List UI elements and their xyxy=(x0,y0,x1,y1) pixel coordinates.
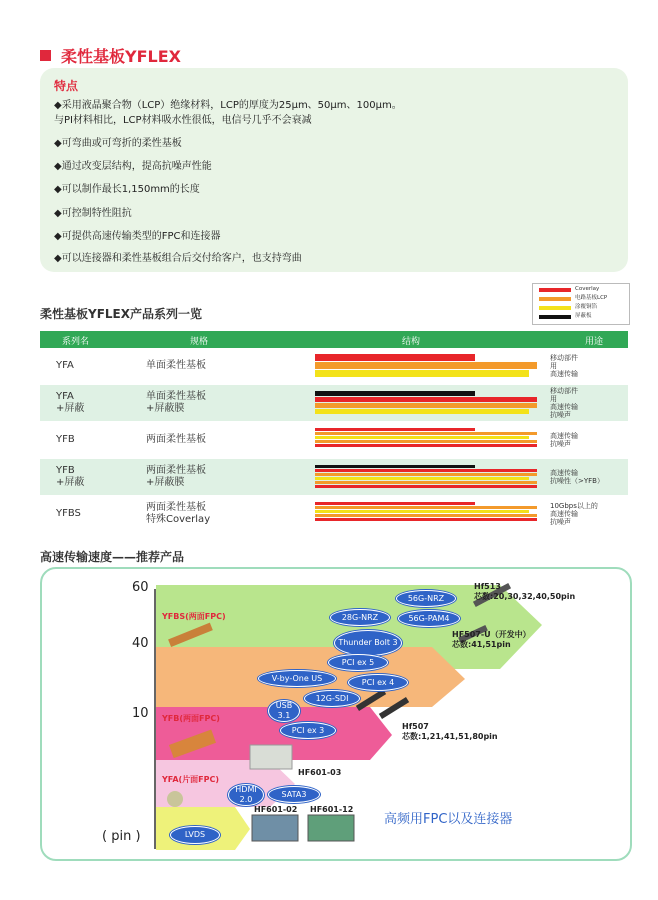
use-line: 10Gbps以上的 xyxy=(550,502,598,510)
features-heading: 特点 xyxy=(54,79,79,93)
legend-item: 屏蔽板 xyxy=(539,313,627,320)
hf601-02-photo xyxy=(252,815,298,841)
interface-pill: 56G-NRZ xyxy=(396,590,456,607)
spec-line: 单面柔性基板 xyxy=(146,391,206,402)
interface-pill: Thunder Bolt 3 xyxy=(334,630,402,656)
series-cell xyxy=(56,385,84,421)
use-line: 高速传输 xyxy=(550,403,578,411)
interface-pill: 12G-SDI xyxy=(304,690,360,707)
y-tick: 60 xyxy=(132,580,149,595)
layer-red xyxy=(315,518,537,521)
use-line: 抗噪声 xyxy=(550,411,571,419)
connector-label: HF601-03 xyxy=(298,768,342,777)
layer-structure xyxy=(315,354,537,378)
legend-item: 电路基板LCP xyxy=(539,295,627,302)
use-cell xyxy=(550,459,604,495)
spec-line: 两面柔性基板 xyxy=(146,465,206,476)
layer-red xyxy=(315,502,475,505)
feature-item: ◆可提供高速传输类型的FPC和连接器 xyxy=(54,231,221,242)
table-header xyxy=(40,331,628,348)
category-label: YFBS(两面FPC) xyxy=(162,612,226,621)
layer-yellow xyxy=(315,510,529,513)
layer-orange xyxy=(315,473,537,476)
layer-red xyxy=(315,397,537,402)
chart-footer-text: 高频用FPC以及连接器 xyxy=(384,812,513,827)
use-cell xyxy=(550,385,578,421)
layer-orange xyxy=(315,481,537,484)
feature-item: ◆采用液晶聚合物（LCP）绝缘材料，LCP的厚度为25μm、50μm、100μm。 xyxy=(54,100,402,111)
table-row xyxy=(40,348,628,384)
spec-line: 两面柔性基板 xyxy=(146,502,206,513)
layer-yellow xyxy=(315,436,529,439)
table-row xyxy=(40,459,628,495)
connector-label: Hf507 芯数:1,21,41,51,80pin xyxy=(402,722,498,741)
layer-red xyxy=(315,485,537,488)
layer-yellow xyxy=(315,477,529,480)
table-row xyxy=(40,422,628,458)
spec-cell xyxy=(146,385,206,421)
spec-cell xyxy=(146,348,206,384)
speed-chart-title: 高速传输速度——推荐产品 xyxy=(40,550,185,564)
series-cell xyxy=(56,422,75,458)
feature-item: ◆可控制特性阻抗 xyxy=(54,208,132,219)
spec-cell xyxy=(146,459,206,495)
spec-line: 单面柔性基板 xyxy=(146,360,206,371)
layer-structure xyxy=(315,465,537,489)
category-label: YFB(两面FPC) xyxy=(162,714,220,723)
use-line: 抗噪声 xyxy=(550,440,571,448)
legend-item: Coverlay xyxy=(539,286,627,293)
layer-yellow xyxy=(315,409,529,414)
series-line: +屏蔽 xyxy=(56,403,85,414)
series-cell xyxy=(56,348,74,384)
layer-orange xyxy=(315,440,537,443)
interface-pill: 28G-NRZ xyxy=(330,609,390,626)
feature-item: ◆可以连接器和柔性基板组合后交付给客户，也支持弯曲 xyxy=(54,253,302,264)
y-unit: ( pin ) xyxy=(102,829,141,844)
feature-item: ◆可弯曲或可弯折的柔性基板 xyxy=(54,138,182,149)
yfa-photo xyxy=(167,791,183,807)
interface-pill: PCI ex 5 xyxy=(328,654,388,671)
interface-pill: PCI ex 3 xyxy=(280,722,336,739)
interface-pill: 56G-PAM4 xyxy=(398,610,460,627)
column-header: 系列名 xyxy=(62,337,90,347)
interface-pill: LVDS xyxy=(170,826,220,844)
feature-item: ◆通过改变层结构，提高抗噪声性能 xyxy=(54,161,212,172)
column-header: 用途 xyxy=(585,337,604,347)
product-table-title: 柔性基板YFLEX产品系列一览 xyxy=(40,307,202,321)
connector-label: HF601-02 xyxy=(254,805,298,814)
legend-item: 涂覆铜箔 xyxy=(539,304,627,311)
table-row xyxy=(40,385,628,421)
layer-red xyxy=(315,444,537,447)
layer-orange xyxy=(315,362,537,369)
series-line: YFA xyxy=(56,360,74,371)
spec-line: 特殊Coverlay xyxy=(146,514,211,525)
use-line: 移动部件 xyxy=(550,354,578,362)
layer-black xyxy=(315,465,475,468)
layer-red xyxy=(315,428,475,431)
spec-cell xyxy=(146,496,210,532)
series-line: YFB xyxy=(56,465,75,476)
use-line: 高速传输 xyxy=(550,432,578,440)
layer-orange xyxy=(315,514,537,517)
column-header: 规格 xyxy=(190,337,209,347)
use-cell xyxy=(550,348,578,384)
spec-cell xyxy=(146,422,206,458)
column-header: 结构 xyxy=(402,337,421,347)
spec-line: +屏蔽膜 xyxy=(146,403,185,414)
y-tick: 10 xyxy=(132,706,149,721)
series-line: YFA xyxy=(56,391,74,402)
series-cell xyxy=(56,459,84,495)
spec-line: +屏蔽膜 xyxy=(146,477,185,488)
use-line: 高速传输 xyxy=(550,469,578,477)
feature-item: 与PI材料相比，LCP材料吸水性很低，电信号几乎不会衰减 xyxy=(54,115,312,126)
layer-red xyxy=(315,354,475,361)
use-line: 高速传输 xyxy=(550,370,578,378)
series-line: +屏蔽 xyxy=(56,477,85,488)
use-line: 移动部件 xyxy=(550,387,578,395)
spec-line: 两面柔性基板 xyxy=(146,434,206,445)
connector-label: HF601-12 xyxy=(310,805,354,814)
layer-orange xyxy=(315,403,537,408)
use-cell xyxy=(550,496,598,532)
title-square-icon xyxy=(40,50,51,61)
structure-legend xyxy=(532,283,630,325)
category-label: YFA(片面FPC) xyxy=(162,775,220,784)
layer-structure xyxy=(315,391,537,415)
layer-yellow xyxy=(315,370,529,377)
layer-structure xyxy=(315,428,537,452)
connector-label: Hf513 芯数:20,30,32,40,50pin xyxy=(474,582,576,601)
interface-pill: V-by-One US xyxy=(258,670,336,687)
layer-black xyxy=(315,391,475,396)
y-tick: 40 xyxy=(132,636,149,651)
layer-structure xyxy=(315,502,537,526)
layer-red xyxy=(315,469,537,472)
series-line: YFB xyxy=(56,434,75,445)
use-line: 抗噪声 xyxy=(550,518,571,526)
layer-orange xyxy=(315,432,537,435)
hf601-12-photo xyxy=(308,815,354,841)
use-line: 抗噪性（>YFB） xyxy=(550,477,604,485)
interface-pill: SATA3 xyxy=(268,786,320,803)
page-title: 柔性基板YFLEX xyxy=(40,44,181,67)
layer-orange xyxy=(315,506,537,509)
interface-pill: HDMI 2.0 xyxy=(228,784,264,806)
feature-item: ◆可以制作最长1,150mm的长度 xyxy=(54,184,200,195)
use-line: 用 xyxy=(550,362,557,370)
connector-label: HF507-U（开发中） 芯数:41,51pin xyxy=(452,630,531,649)
table-row xyxy=(40,496,628,532)
use-line: 高速传输 xyxy=(550,510,578,518)
use-cell xyxy=(550,422,578,458)
series-line: YFBS xyxy=(56,508,81,519)
series-cell xyxy=(56,496,81,532)
interface-pill: USB 3.1 xyxy=(268,700,300,722)
hf601-03-photo xyxy=(250,745,292,769)
interface-pill: PCI ex 4 xyxy=(348,674,408,691)
use-line: 用 xyxy=(550,395,557,403)
